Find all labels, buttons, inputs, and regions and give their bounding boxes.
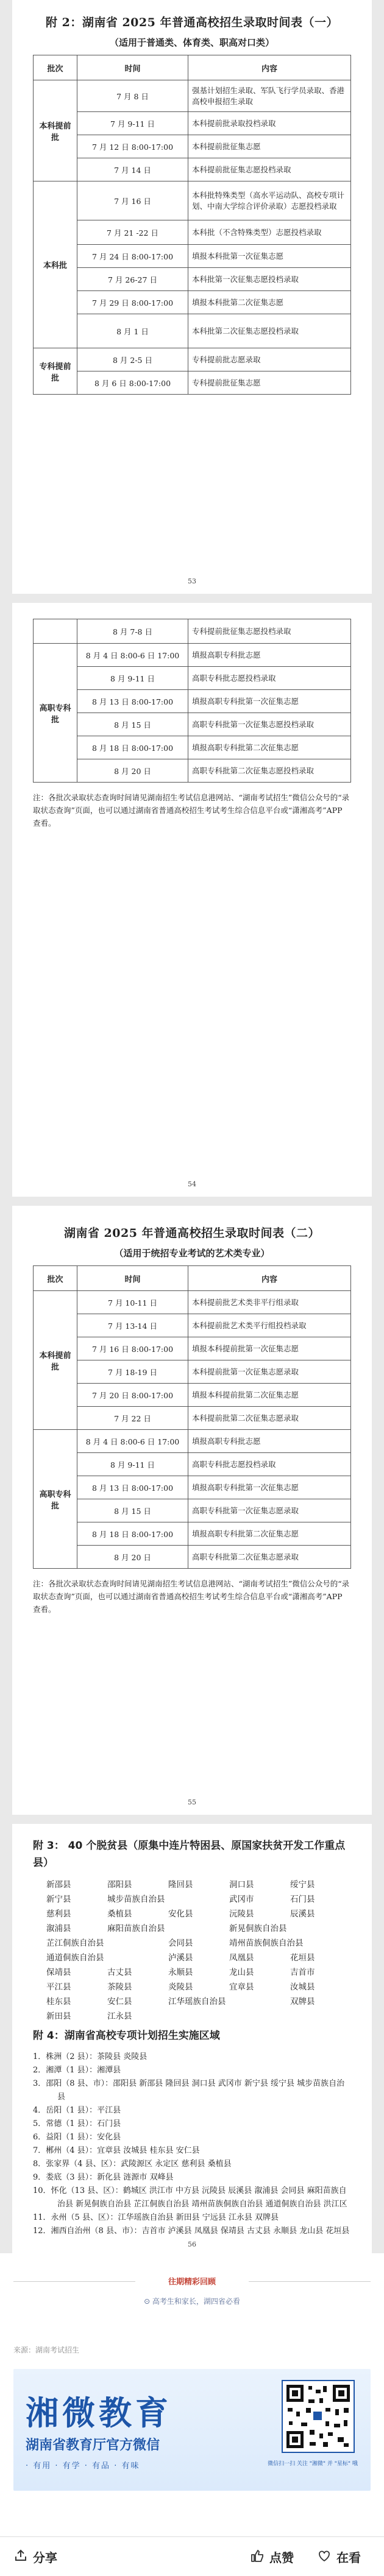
time-cell: 8 月 13 日 8:00-17:00 <box>77 1476 188 1499</box>
county-item: 安仁县 <box>107 1997 132 2007</box>
content-cell: 高职专科批第二次征集志愿投档录取 <box>188 759 351 783</box>
thumbs-up-icon <box>250 2549 265 2566</box>
time-cell: 8 月 4 日 8:00-6 日 17:00 <box>77 644 188 667</box>
county-item: 花垣县 <box>290 1953 315 1963</box>
promo-banner <box>13 2369 371 2491</box>
county-item: 城步苗族自治县 <box>107 1895 165 1904</box>
time-cell: 8 月 18 日 8:00-17:00 <box>77 1522 188 1546</box>
doc-page-3 <box>12 1206 372 1815</box>
table-header-row <box>34 55 351 80</box>
watch-button[interactable] <box>317 2548 361 2566</box>
batch-cell: 本科批 <box>34 181 77 348</box>
content-cell: 填报高职专科批志愿 <box>188 1430 351 1453</box>
table-row <box>34 1407 351 1430</box>
column-header-batch: 批次 <box>34 1266 77 1291</box>
content-cell: 填报本科提前批第二次征集志愿 <box>188 1384 351 1407</box>
time-cell: 7 月 10-11 日 <box>77 1291 188 1314</box>
county-item: 江华瑶族自治县 <box>168 1997 226 2007</box>
table-row <box>34 713 351 736</box>
time-cell: 7 月 18-19 日 <box>77 1360 188 1384</box>
table-row <box>34 1360 351 1384</box>
county-grid <box>46 1877 351 2024</box>
list-item: 5．常德（1 县）：石门县 <box>33 2119 121 2128</box>
table-note: 注：各批次录取状态查询时间请见湖南招生考试信息港网站、“湖南考试招生”微信公众号的“录取状态查询”页面，也可以通过湖南省普通高校招生考试考生综合信息平台或“潇湘高考”APP 查看。 <box>33 793 350 828</box>
list-item: 10．怀化（13 县、区）：鹤城区 洪江市 中方县 沅陵县 辰溪县 溆浦县 会同县 麻阳苗族自治县 新晃侗族自治县 芷江侗族自治县 靖州苗族侗族自治县 通道侗族自治县 洪江区 <box>33 2186 347 2209</box>
county-item: 宜章县 <box>229 1982 254 1992</box>
county-item: 新田县 <box>46 2011 71 2021</box>
time-cell: 7 月 12 日 8:00-17:00 <box>77 135 188 158</box>
table-row <box>34 135 351 158</box>
table-row <box>34 1476 351 1499</box>
content-cell: 强基计划招生录取、军队飞行学员录取、香港高校申报招生录取 <box>188 80 351 112</box>
page-number: 55 <box>188 1798 196 1806</box>
doc-page-1 <box>12 0 372 594</box>
list-item: 6．益阳（1 县）：安化县 <box>33 2133 121 2142</box>
time-cell: 8 月 20 日 <box>77 759 188 783</box>
source-text: 来源：湖南考试招生 <box>13 2346 80 2354</box>
content-cell: 填报高职专科批第二次征集志愿 <box>188 1522 351 1546</box>
batch-cell: 专科提前批 <box>34 348 77 395</box>
list-item: 3．邵阳（8 县、市）：邵阳县 新邵县 隆回县 洞口县 武冈市 新宁县 绥宁县 城步苗族自治县 <box>33 2079 345 2102</box>
table-row <box>34 619 351 644</box>
batch-cell: 本科提前批 <box>34 80 77 181</box>
content-cell: 本科提前批录取投档录取 <box>188 112 351 135</box>
time-cell: 8 月 18 日 8:00-17:00 <box>77 736 188 759</box>
county-item: 安化县 <box>168 1909 193 1919</box>
batch-cell: 本科提前批 <box>34 1291 77 1430</box>
table-row <box>34 371 351 395</box>
share-icon <box>13 2549 28 2566</box>
heart-icon <box>317 2549 332 2566</box>
time-cell: 7 月 22 日 <box>77 1407 188 1430</box>
county-item: 绥宁县 <box>290 1880 315 1890</box>
table-row <box>34 1522 351 1546</box>
list-item: 7．郴州（4 县）：宜章县 汝城县 桂东县 安仁县 <box>33 2146 200 2155</box>
column-header-batch: 批次 <box>34 55 77 80</box>
county-item: 凤凰县 <box>229 1953 254 1963</box>
table-row <box>34 291 351 314</box>
time-cell: 7 月 20 日 8:00-17:00 <box>77 1384 188 1407</box>
table-row <box>34 220 351 245</box>
time-cell: 8 月 13 日 8:00-17:00 <box>77 690 188 713</box>
time-cell: 7 月 29 日 8:00-17:00 <box>77 291 188 314</box>
table-row <box>34 314 351 348</box>
batch-cell <box>34 619 77 644</box>
table-row <box>34 80 351 112</box>
time-cell: 7 月 9-11 日 <box>77 112 188 135</box>
batch-cell: 高职专科批 <box>34 644 77 783</box>
watch-label: 在看 <box>336 2550 361 2565</box>
content-cell: 本科提前批征集志愿投档录取 <box>188 158 351 181</box>
county-item: 新晃侗族自治县 <box>229 1924 287 1934</box>
table-row <box>34 1430 351 1453</box>
like-label: 点赞 <box>269 2550 294 2565</box>
share-button[interactable] <box>13 2548 57 2566</box>
content-cell: 填报本科批第二次征集志愿 <box>188 291 351 314</box>
county-item: 双牌县 <box>290 1997 315 2007</box>
list-item: 4．岳阳（1 县）：平江县 <box>33 2106 121 2115</box>
page-subtitle: （适用于普通类、体育类、职高对口类） <box>109 37 274 48</box>
county-item: 桑植县 <box>107 1909 132 1919</box>
table-row <box>34 736 351 759</box>
highlight-divider <box>13 2275 371 2287</box>
county-item: 靖州苗族侗族自治县 <box>229 1938 304 1948</box>
table-row <box>34 1546 351 1569</box>
county-item: 泸溪县 <box>168 1953 193 1963</box>
county-item: 石门县 <box>290 1895 315 1904</box>
county-item: 吉首市 <box>290 1968 315 1977</box>
schedule-table <box>33 55 351 395</box>
time-cell: 8 月 9-11 日 <box>77 1453 188 1476</box>
county-item: 永顺县 <box>168 1968 193 1977</box>
time-cell: 7 月 14 日 <box>77 158 188 181</box>
page-title: 附 2：湖南省 2025 年普通高校招生录取时间表（一） <box>46 16 338 29</box>
content-cell: 填报高职专科批第一次征集志愿 <box>188 1476 351 1499</box>
county-item: 平江县 <box>46 1982 71 1992</box>
table-row <box>34 690 351 713</box>
content-cell: 高职专科批志愿投档录取 <box>188 1453 351 1476</box>
banner-tags: · 有用 · 有学 · 有品 · 有味 <box>26 2462 140 2471</box>
content-cell: 本科提前批第一次征集志愿录取 <box>188 1360 351 1384</box>
table-row <box>34 245 351 268</box>
county-item: 武冈市 <box>229 1895 254 1904</box>
list-item: 8．张家界（4 县、区）：武陵源区 永定区 慈利县 桑植县 <box>33 2159 232 2169</box>
table-row <box>34 158 351 181</box>
column-header-time: 时间 <box>77 55 188 80</box>
county-item: 溆浦县 <box>46 1924 71 1934</box>
county-item: 芷江侗族自治县 <box>46 1938 104 1948</box>
column-header-time: 时间 <box>77 1266 188 1291</box>
content-cell: 填报本科提前批第一次征集志愿 <box>188 1337 351 1360</box>
table-header-row <box>34 1266 351 1291</box>
list-item: 12．湘西自治州（8 县、市）：吉首市 泸溪县 凤凰县 保靖县 古丈县 永顺县 龙山县 花垣县 <box>33 2226 350 2236</box>
table-row <box>34 1499 351 1522</box>
county-item: 龙山县 <box>229 1968 254 1977</box>
content-cell: 本科提前批征集志愿 <box>188 135 351 158</box>
page-number: 53 <box>188 577 196 585</box>
related-article-link[interactable]: ⊙ 高考生和家长，湖四省必看 <box>144 2297 240 2306</box>
county-item: 茶陵县 <box>107 1982 132 1992</box>
list-item: 9．娄底（3 县）：新化县 涟源市 双峰县 <box>33 2173 174 2182</box>
share-label: 分享 <box>33 2550 57 2565</box>
content-cell: 本科提前批艺术类非平行组录取 <box>188 1291 351 1314</box>
time-cell: 7 月 8 日 <box>77 80 188 112</box>
content-cell: 高职专科批第一次征集志愿录取 <box>188 1499 351 1522</box>
content-cell: 本科批特殊类型（高水平运动队、高校专项计划、中南大学综合评价录取）志愿投档录取 <box>188 181 351 220</box>
time-cell: 7 月 16 日 8:00-17:00 <box>77 1337 188 1360</box>
list-item: 1．株洲（2 县）：茶陵县 炎陵县 <box>33 2052 148 2061</box>
content-cell: 填报本科批第一次征集志愿 <box>188 245 351 268</box>
time-cell: 7 月 24 日 8:00-17:00 <box>77 245 188 268</box>
time-cell: 8 月 1 日 <box>77 314 188 348</box>
time-cell: 8 月 20 日 <box>77 1546 188 1569</box>
time-cell: 7 月 16 日 <box>77 181 188 220</box>
schedule-table <box>33 619 351 783</box>
county-item: 邵阳县 <box>107 1880 132 1890</box>
list-item: 11．永州（5 县、区）：江华瑶族自治县 新田县 宁远县 江永县 双牌县 <box>33 2213 279 2222</box>
batch-cell: 高职专科批 <box>34 1430 77 1569</box>
time-cell: 7 月 26-27 日 <box>77 268 188 291</box>
county-item: 新宁县 <box>46 1895 71 1904</box>
time-cell: 8 月 9-11 日 <box>77 667 188 690</box>
column-header-content: 内容 <box>188 1266 351 1291</box>
article-footer <box>0 2253 384 2536</box>
county-item: 麻阳苗族自治县 <box>107 1924 165 1934</box>
schedule-table <box>33 1265 351 1569</box>
county-item: 保靖县 <box>46 1968 71 1977</box>
time-cell: 8 月 7-8 日 <box>77 619 188 644</box>
county-item: 新邵县 <box>46 1880 71 1890</box>
table-row <box>34 1291 351 1314</box>
content-cell: 专科提前批征集志愿 <box>188 371 351 395</box>
county-item: 会同县 <box>168 1938 193 1948</box>
table-row <box>34 759 351 783</box>
content-cell: 填报高职专科批第一次征集志愿 <box>188 690 351 713</box>
county-item: 洞口县 <box>229 1880 254 1890</box>
table-row <box>34 1337 351 1360</box>
page-number: 56 <box>188 2240 196 2248</box>
table-row <box>34 644 351 667</box>
page-title: 湖南省 2025 年普通高校招生录取时间表（二） <box>63 1226 321 1240</box>
county-item: 隆回县 <box>168 1880 193 1890</box>
column-header-content: 内容 <box>188 55 351 80</box>
county-item: 古丈县 <box>107 1968 132 1977</box>
time-cell: 8 月 4 日 8:00-6 日 17:00 <box>77 1430 188 1453</box>
time-cell: 7 月 21 -22 日 <box>77 220 188 245</box>
list-item: 2．湘潭（1 县）：湘潭县 <box>33 2066 121 2075</box>
time-cell: 8 月 15 日 <box>77 1499 188 1522</box>
highlight-label: 往期精彩回顾 <box>168 2278 216 2287</box>
table-row <box>34 348 351 371</box>
page-subtitle: （适用于统招专业考试的艺术类专业） <box>114 1248 270 1259</box>
table-row <box>34 1453 351 1476</box>
table-row <box>34 667 351 690</box>
time-cell: 7 月 13-14 日 <box>77 1314 188 1337</box>
county-item: 沅陵县 <box>229 1909 254 1919</box>
time-cell: 8 月 6 日 8:00-17:00 <box>77 371 188 395</box>
county-item: 汝城县 <box>290 1982 315 1992</box>
content-cell: 填报高职专科批志愿 <box>188 644 351 667</box>
banner-subtitle: 湖南省教育厅官方微信 <box>26 2438 160 2453</box>
content-cell: 高职专科批第一次征集志愿投档录取 <box>188 713 351 736</box>
qr-code <box>282 2380 355 2453</box>
page-number: 54 <box>188 1180 196 1188</box>
content-cell: 专科提前批志愿录取 <box>188 348 351 371</box>
county-item: 通道侗族自治县 <box>46 1953 104 1963</box>
article-action-bar <box>0 2536 384 2576</box>
county-item: 辰溪县 <box>290 1909 315 1919</box>
content-cell: 本科提前批第二次征集志愿录取 <box>188 1407 351 1430</box>
table-row <box>34 181 351 220</box>
content-cell: 本科批（不含特殊类型）志愿投档录取 <box>188 220 351 245</box>
county-item: 桂东县 <box>46 1997 71 2007</box>
doc-page-4 <box>12 1824 372 2253</box>
county-item: 江永县 <box>107 2011 132 2021</box>
like-button[interactable] <box>250 2548 294 2566</box>
table-row <box>34 1314 351 1337</box>
table-row <box>34 268 351 291</box>
county-item: 慈利县 <box>46 1909 71 1919</box>
content-cell: 本科批第二次征集志愿投档录取 <box>188 314 351 348</box>
county-item: 炎陵县 <box>168 1982 193 1992</box>
time-cell: 8 月 2-5 日 <box>77 348 188 371</box>
table-row <box>34 1384 351 1407</box>
table-row <box>34 112 351 135</box>
content-cell: 高职专科批第二次征集志愿录取 <box>188 1546 351 1569</box>
appendix-4-title: 附 4：湖南省高校专项计划招生实施区域 <box>33 2030 220 2042</box>
content-cell: 填报高职专科批第二次征集志愿 <box>188 736 351 759</box>
banner-title: 湘微教育 <box>26 2394 172 2432</box>
content-cell: 本科批第一次征集志愿投档录取 <box>188 268 351 291</box>
content-cell: 高职专科批志愿投档录取 <box>188 667 351 690</box>
region-list <box>33 2050 351 2238</box>
qr-caption: 微信扫一扫 关注 "湘微" 并 "星标" 哦 <box>268 2461 358 2467</box>
content-cell: 本科提前批艺术类平行组投档录取 <box>188 1314 351 1337</box>
table-note: 注：各批次录取状态查询时间请见湖南招生考试信息港网站、“湖南考试招生”微信公众号的“录取状态查询”页面，也可以通过湖南省普通高校招生考试考生综合信息平台或“潇湘高考”APP 查看。 <box>33 1579 350 1614</box>
content-cell: 专科提前批征集志愿投档录取 <box>188 619 351 644</box>
time-cell: 8 月 15 日 <box>77 713 188 736</box>
doc-page-2 <box>12 603 372 1197</box>
appendix-3-title: 附 3： 40 个脱贫县（原集中连片特困县、原国家扶贫开发工作重点县） <box>33 1840 346 1869</box>
